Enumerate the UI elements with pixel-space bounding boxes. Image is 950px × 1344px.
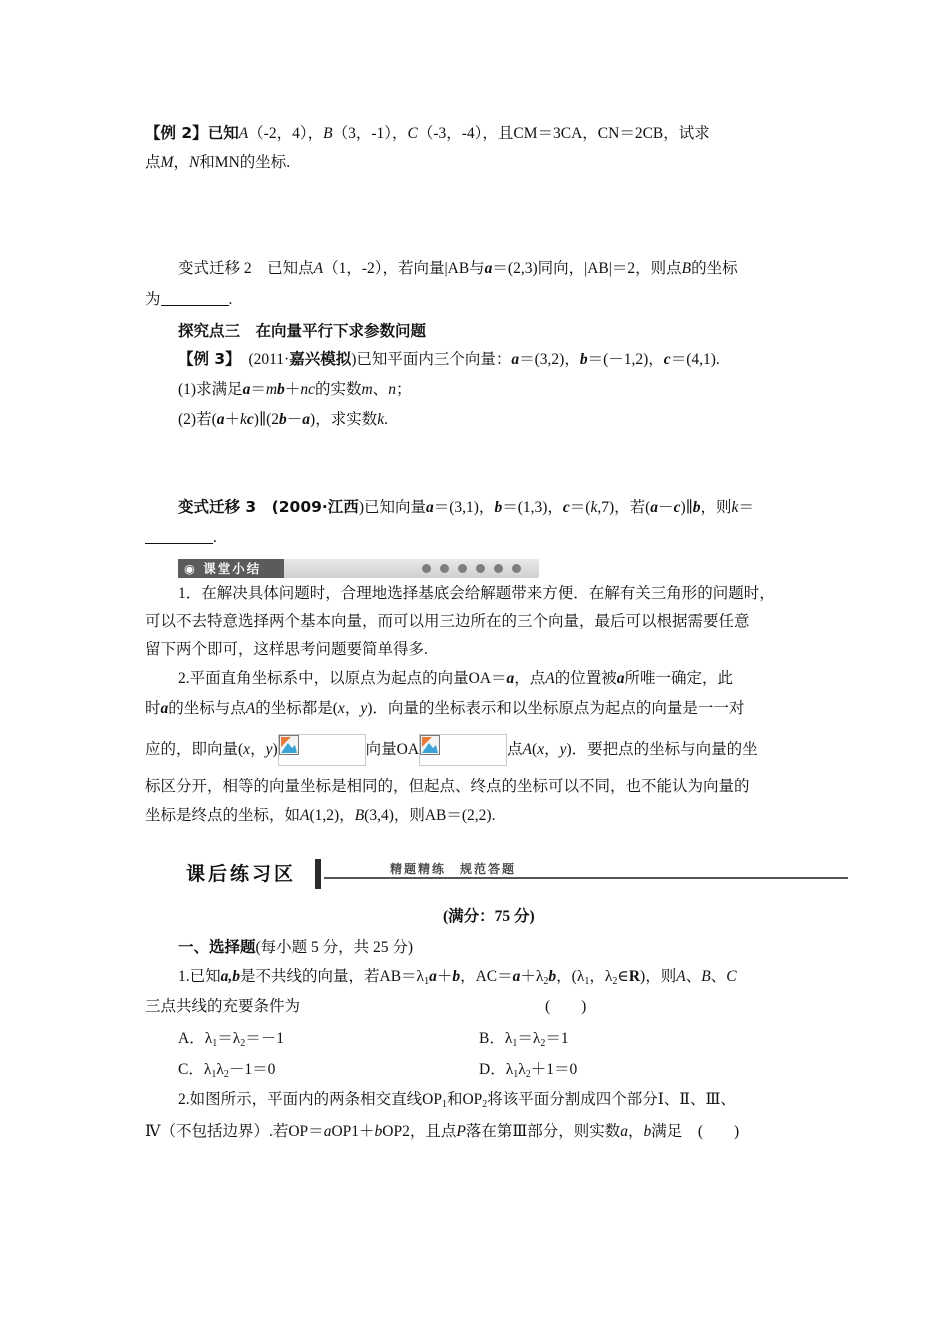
variation3-line2: . <box>145 527 217 549</box>
summary-p2-line2: 时a的坐标与点A的坐标都是(x，y)．向量的坐标表示和以坐标原点为起点的向量是一一对 <box>145 700 745 717</box>
answer-blank[interactable] <box>145 529 213 544</box>
score-note: (满分：75 分) <box>443 908 535 925</box>
q1-line2: 三点共线的充要条件为 <box>145 998 301 1015</box>
summary-p1-line1: 1．在解决具体问题时，合理地选择基底会给解题带来方便．在解有关三角形的问题时， <box>178 585 775 602</box>
variation3-line1: 变式迁移 3 (2009·江西)已知向量a＝(3,1)，b＝(1,3)，c＝(k,7)，若(a－c)∥b，则k＝ <box>178 498 754 516</box>
example2-line1: 【例 2】已知A（-2，4），B（3，-1），C（-3，-4），且CM＝3CA，CN＝2CB，试求 <box>145 124 710 142</box>
q2-line1: 2.如图所示，平面内的两条相交直线$OP_1$和$OP_2$将该平面分割成四个部分Ⅰ、Ⅱ、Ⅲ、 <box>178 1091 736 1110</box>
summary-header-bar <box>178 559 539 578</box>
broken-image-icon <box>278 734 366 766</box>
banner-divider <box>315 859 321 889</box>
decoration-dot-icon <box>422 564 431 573</box>
example3-q1: (1)求满足a＝mb＋nc的实数m、n； <box>178 381 412 398</box>
after-class-banner <box>178 855 848 891</box>
example3-line1: 【例 3】 (2011·嘉兴模拟)已知平面内三个向量：a＝(3,2)，b＝(－1,2)，c＝(4,1). <box>178 350 720 368</box>
decoration-dot-icon <box>476 564 485 573</box>
summary-header-label: ◉ 课堂小结 <box>178 559 284 578</box>
summary-p1-line2: 可以不去特意选择两个基本向量，而可以用三边所在的三个向量，最后可以根据需要任意 <box>145 613 750 630</box>
variation2-line1: 变式迁移 2 已知点A（1，-2），若向量|AB与a＝(2,3)同向，|AB|＝2，则点B的坐标 <box>178 260 738 277</box>
q2-line2: Ⅳ（不包括边界）.若OP＝aOP1＋bOP2，且点P落在第Ⅲ部分，则实数a，b满足 ( ) <box>145 1123 740 1140</box>
q1-option-d[interactable]: D．$\lambda_1\lambda_2+1=0$ <box>479 1061 578 1080</box>
summary-p2-line1: 2.平面直角坐标系中，以原点为起点的向量OA＝a，点A的位置被a所唯一确定，此 <box>178 670 734 687</box>
example2-label: 【例 2】 <box>145 124 208 142</box>
q1-line1: 1.已知a,b是不共线的向量，若$AB=\lambda_1a+b$，$AC=a+\lambda_2b$，($\lambda_1$，$\lambda_2\in R$)，则A、B、C <box>178 968 737 987</box>
answer-blank[interactable] <box>161 291 229 306</box>
decoration-dot-icon <box>458 564 467 573</box>
q1-option-c[interactable]: C．$\lambda_1\lambda_2-1=0$ <box>178 1061 276 1080</box>
q1-answer-bracket[interactable]: ( ) <box>545 998 587 1015</box>
q2-answer-bracket[interactable]: ( ) <box>697 1123 740 1140</box>
decoration-dot-icon <box>512 564 521 573</box>
section1-heading: 一、选择题(每小题 5 分，共 25 分) <box>178 938 414 956</box>
example3-label: 【例 3】 <box>178 350 233 368</box>
broken-image-icon <box>419 734 507 766</box>
variation2-line2: 为 . <box>145 291 233 308</box>
decoration-dot-icon <box>440 564 449 573</box>
q1-option-a[interactable]: A．$\lambda_1=\lambda_2=-1$ <box>178 1030 284 1049</box>
section3-title: 探究点三 在向量平行下求参数问题 <box>178 322 427 340</box>
example2-line2: 点M，N和MN的坐标. <box>145 154 291 171</box>
summary-p2-line5: 坐标是终点的坐标，如A(1,2)，B(3,4)，则AB＝(2,2). <box>145 807 496 824</box>
q1-option-b[interactable]: B．$\lambda_1=\lambda_2=1$ <box>479 1030 569 1049</box>
summary-p2-line4: 标区分开，相等的向量坐标是相同的，但起点、终点的坐标可以不同，也不能认为向量的 <box>145 778 750 795</box>
decoration-dot-icon <box>494 564 503 573</box>
after-class-title: 课后练习区 <box>186 863 297 885</box>
summary-p2-line3: 应的，即向量(x，y) 向量OA 点A(x，y)．要把点的坐标与向量的坐 <box>145 733 758 767</box>
summary-p1-line3: 留下两个即可，这样思考问题要简单得多. <box>145 641 428 658</box>
example3-q2: (2)若(a＋kc)∥(2b－a)，求实数k. <box>178 411 388 428</box>
banner-rule <box>324 877 848 879</box>
after-class-subtitle: 精题精练 规范答题 <box>390 862 517 876</box>
